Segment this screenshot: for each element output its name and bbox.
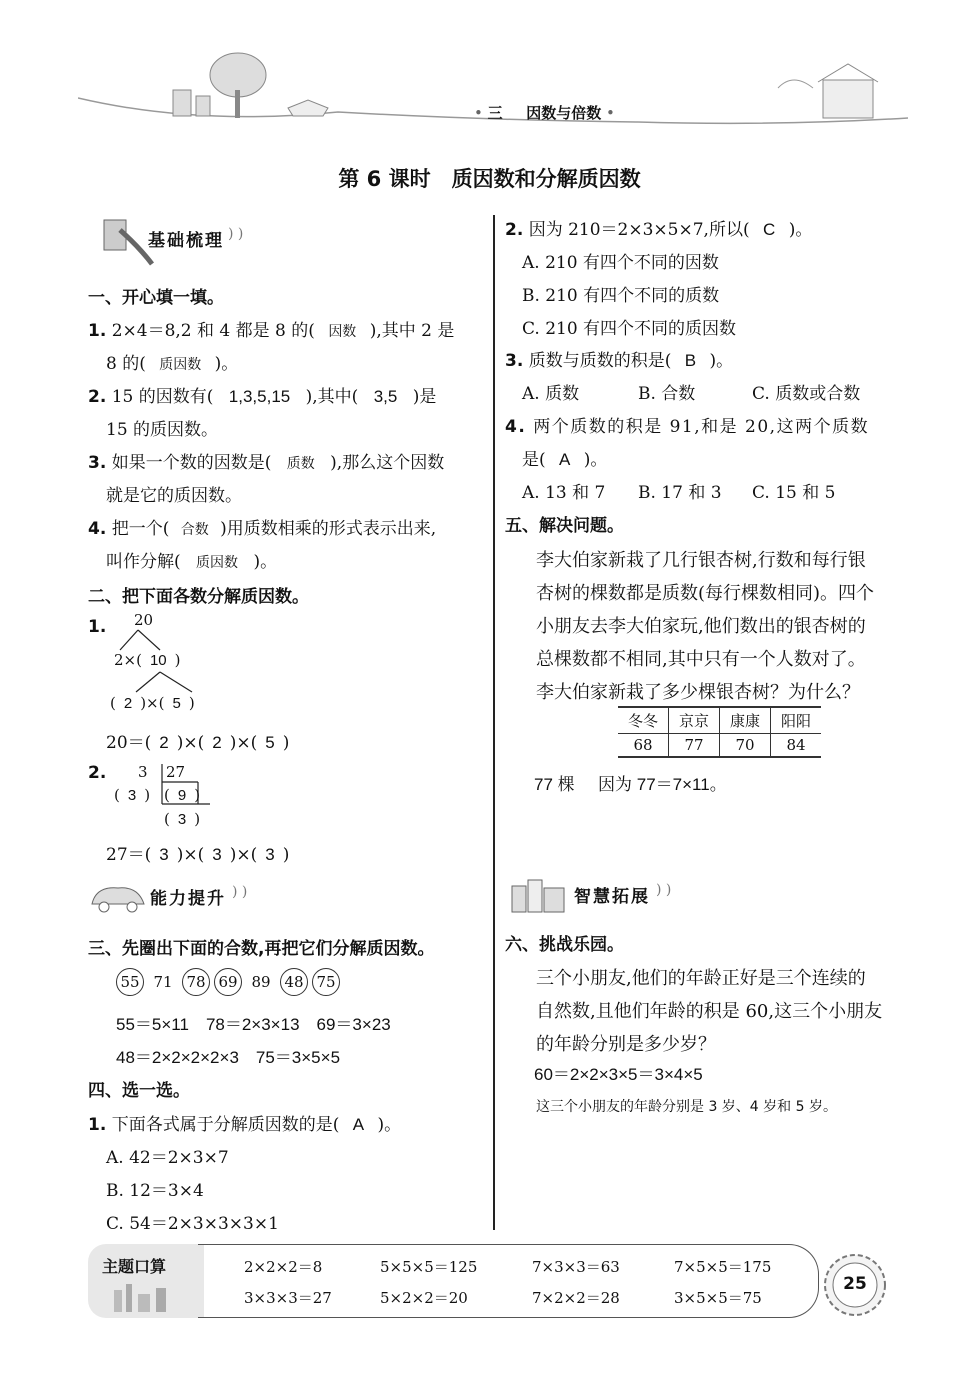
number: 71 (153, 973, 173, 991)
footer-label: 主题口算 (102, 1257, 167, 1276)
s4-q1: 1. 下面各式属于分解质因数的是( A )。 (88, 1115, 402, 1135)
division-equation: 27＝( 3 )×( 3 )×( 3 ) (106, 845, 290, 865)
chapter-title: 因数与倍数 (526, 104, 602, 122)
table-cell: 77 (669, 734, 720, 758)
sec6-answer-1: 60＝2×2×3×5＝3×4×5 (534, 1065, 703, 1084)
s4-q3: 3. 质数与质数的积是( B )。 (505, 351, 734, 371)
books-icon (508, 872, 570, 916)
table-header: 冬冬 (618, 707, 669, 734)
circled-number: 75 (312, 968, 340, 996)
sec5-answer: 77 棵 因为 77＝7×11。 (534, 775, 727, 794)
s1-q3-line1: 3. 如果一个数的因数是( 质数 ),那么这个因数 (88, 453, 445, 473)
car-icon (88, 880, 148, 916)
s4-q1-opt-b: B. 12＝3×4 (106, 1181, 204, 1201)
answer-handwritten: 质数 (286, 456, 315, 472)
s4-q4-line2: 是( A )。 (522, 450, 608, 470)
sec3-answer-1: 55＝5×11 78＝2×3×13 69＝3×23 (116, 1015, 391, 1034)
s2-t2-num: 2. (88, 763, 107, 783)
sec5-problem: 李大伯家新栽了几行银杏树,行数和每行银 杏树的棵数都是质数(每行棵数相同)。四个 小朋友去李大伯家玩,他们数出的银杏树的 总棵数都不相同,其中只有一个人数对了。 李大伯家新栽了多少棵银杏树？为什么？ (536, 550, 875, 703)
section-3-title: 三、先圈出下面的合数,再把它们分解质因数。 (88, 939, 435, 959)
division-row2-quotient: ( 9 ) (164, 786, 201, 804)
circled-number: 69 (214, 968, 242, 996)
section-4-title: 四、选一选。 (88, 1081, 190, 1101)
sec3-answer-2: 48＝2×2×2×2×3 75＝3×5×5 (116, 1048, 341, 1067)
s4-q4-opt-a: A. 13 和 7 (522, 483, 606, 503)
page-number: 25 (843, 1274, 867, 1294)
s4-q2: 2. 因为 210＝2×3×5×7,所以( C )。 (505, 220, 813, 240)
s1-q4-line2: 叫作分解( 质因数 )。 (106, 552, 278, 572)
s4-q1-opt-a: A. 42＝2×3×7 (106, 1148, 229, 1168)
city-icon (108, 1280, 188, 1314)
table-header: 京京 (669, 707, 720, 734)
answer-handwritten: 质因数 (159, 357, 202, 373)
number: 89 (251, 973, 271, 991)
footer-label-box (88, 1244, 204, 1318)
s1-q2-line2: 15 的质因数。 (106, 420, 219, 440)
tree1-leaves: ( 2 )×( 5 ) (110, 694, 195, 712)
answer-handwritten: 因数 (328, 324, 357, 340)
answer: 3,5 (373, 387, 398, 406)
section-2-title: 二、把下面各数分解质因数。 (88, 587, 309, 607)
division-divisor: 3 (138, 763, 148, 781)
table-header: 康康 (720, 707, 771, 734)
s2-t1-num: 1. (88, 617, 107, 637)
table-cell: 70 (720, 734, 771, 758)
badge-basic: 基础梳理 ) ) (100, 218, 280, 256)
circled-number: 55 (116, 968, 144, 996)
circled-number: 78 (182, 968, 210, 996)
s1-q2-line1: 2. 15 的因数有( 1,3,5,15 ),其中( 3,5 )是 (88, 387, 437, 407)
tree1-equation: 20＝( 2 )×( 2 )×( 5 ) (106, 733, 290, 753)
answer-handwritten: 质因数 (196, 555, 239, 571)
s4-q3-opt-c: C. 质数或合数 (752, 384, 861, 404)
s4-q2-opt-c: C. 210 有四个不同的质因数 (522, 319, 737, 339)
badge-basic-text: 基础梳理 (148, 231, 224, 251)
table-cell: 68 (618, 734, 669, 758)
division-row3: ( 3 ) (164, 810, 201, 828)
badge-wisdom-text: 智慧拓展 (574, 887, 650, 907)
count-table (618, 706, 821, 758)
s4-q4-opt-b: B. 17 和 3 (638, 483, 722, 503)
answer-handwritten: 合数 (180, 522, 209, 538)
s4-q1-opt-c: C. 54＝2×3×3×3×1 (106, 1214, 279, 1234)
circled-number: 48 (280, 968, 308, 996)
s1-q4-line1: 4. 把一个( 合数 )用质数相乘的形式表示出来, (88, 519, 437, 539)
s4-q4-line1: 4. 两个质数的积是 91,和是 20,这两个质数 (505, 417, 870, 437)
s4-q4-opt-c: C. 15 和 5 (752, 483, 836, 503)
column-divider (493, 215, 495, 1230)
table-header: 阳阳 (771, 707, 822, 734)
s1-q3-line2: 就是它的质因数。 (106, 486, 242, 506)
s4-q3-opt-a: A. 质数 (522, 384, 580, 404)
sec6-answer-2: 这三个小朋友的年龄分别是 3 岁、4 岁和 5 岁。 (536, 1099, 837, 1115)
number-row (116, 968, 344, 996)
tree1-root: 20 (134, 611, 154, 629)
page-number-gear (822, 1252, 888, 1318)
badge-wisdom: 智慧拓展 ) ) (508, 872, 708, 910)
badge-ability: 能力提升 ) ) (88, 876, 288, 914)
division-dividend: 27 (166, 763, 186, 781)
chapter-header: • 三 因数与倍数 • (474, 104, 615, 122)
tree1-mid: 2×( 10 ) (114, 651, 181, 669)
section-5-title: 五、解决问题。 (505, 516, 624, 536)
section-1-title: 一、开心填一填。 (88, 288, 224, 308)
badge-ability-text: 能力提升 (150, 889, 226, 909)
section-6-title: 六、挑战乐园。 (505, 935, 624, 955)
s4-q2-opt-a: A. 210 有四个不同的因数 (522, 253, 719, 273)
s4-q3-opt-b: B. 合数 (638, 384, 696, 404)
division-row2-left: ( 3 ) (114, 786, 151, 804)
table-cell: 84 (771, 734, 822, 758)
chapter-number: 三 (487, 104, 503, 122)
lesson-title: 第 6 课时 质因数和分解质因数 (338, 167, 641, 191)
s1-q1-line2: 8 的( 质因数 )。 (106, 354, 239, 374)
s1-q1-line1: 1. 2×4＝8,2 和 4 都是 8 的( 因数 ),其中 2 是 (88, 321, 455, 341)
s4-q2-opt-b: B. 210 有四个不同的质数 (522, 286, 720, 306)
sec6-problem: 三个小朋友,他们的年龄正好是三个连续的 自然数,且他们年龄的积是 60,这三个小朋友 的年龄分别是多少岁？ (536, 968, 883, 1055)
answer: 1,3,5,15 (228, 387, 291, 406)
